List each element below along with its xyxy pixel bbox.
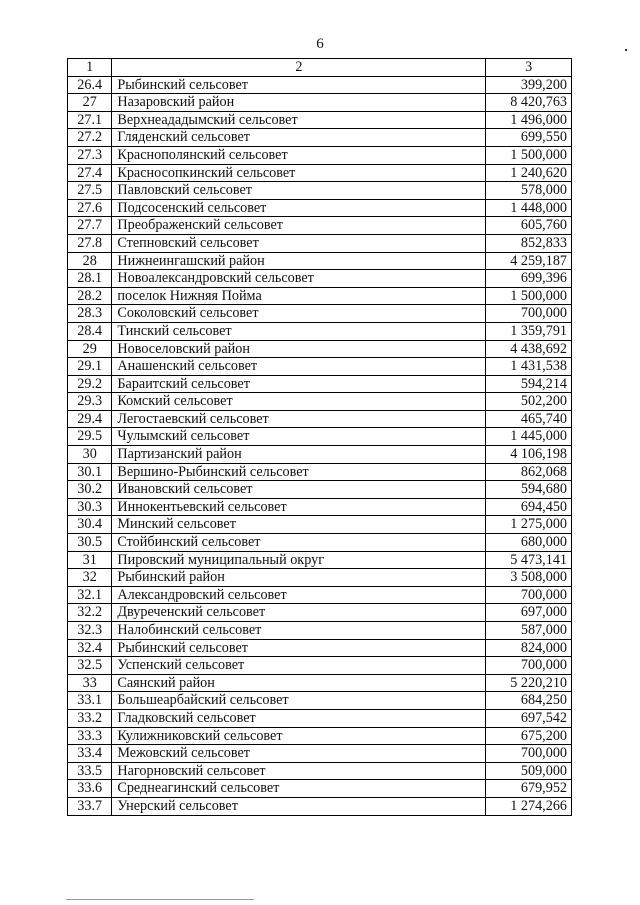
footer-rule [66, 899, 254, 900]
row-amount-cell: 680,000 [486, 534, 572, 552]
table-row [68, 463, 572, 481]
row-amount-cell: 697,542 [486, 709, 572, 727]
row-name-cell: Комский сельсовет [112, 393, 486, 411]
row-number-cell: 33.7 [68, 797, 112, 815]
row-number-cell: 27.4 [68, 164, 112, 182]
row-amount-cell: 594,214 [486, 375, 572, 393]
row-name-cell: Рыбинский сельсовет [112, 76, 486, 94]
page-number: 6 [316, 36, 324, 52]
row-amount-cell: 587,000 [486, 622, 572, 640]
row-name-cell: Нагорновский сельсовет [112, 762, 486, 780]
row-name-cell: Партизанский район [112, 446, 486, 464]
row-name-cell: Ивановский сельсовет [112, 481, 486, 499]
table-row [68, 217, 572, 235]
row-number-cell: 27 [68, 94, 112, 112]
row-amount-cell: 1 359,791 [486, 322, 572, 340]
row-amount-cell: 700,000 [486, 586, 572, 604]
row-name-cell: Среднеагинский сельсовет [112, 780, 486, 798]
table-row [68, 657, 572, 675]
row-name-cell: Новоалександровский сельсовет [112, 270, 486, 288]
row-number-cell: 33.3 [68, 727, 112, 745]
table-row [68, 534, 572, 552]
row-name-cell: Павловский сельсовет [112, 182, 486, 200]
table-row [68, 252, 572, 270]
row-amount-cell: 1 275,000 [486, 516, 572, 534]
row-name-cell: Степновский сельсовет [112, 234, 486, 252]
row-name-cell: Чулымский сельсовет [112, 428, 486, 446]
row-amount-cell: 4 259,187 [486, 252, 572, 270]
table-row [68, 674, 572, 692]
table-row [68, 709, 572, 727]
row-number-cell: 30.4 [68, 516, 112, 534]
row-number-cell: 33.6 [68, 780, 112, 798]
row-amount-cell: 465,740 [486, 410, 572, 428]
row-name-cell: Гладковский сельсовет [112, 709, 486, 727]
row-number-cell: 29.2 [68, 375, 112, 393]
table-header-row [68, 59, 572, 77]
row-number-cell: 30.1 [68, 463, 112, 481]
row-name-cell: Легостаевский сельсовет [112, 410, 486, 428]
row-name-cell: Бараитский сельсовет [112, 375, 486, 393]
table-row [68, 780, 572, 798]
table-row [68, 604, 572, 622]
row-name-cell: Гляденский сельсовет [112, 129, 486, 147]
row-number-cell: 32.3 [68, 622, 112, 640]
row-name-cell: Пировский муниципальный округ [112, 551, 486, 569]
table-row [68, 199, 572, 217]
row-amount-cell: 1 445,000 [486, 428, 572, 446]
row-name-cell: Унерский сельсовет [112, 797, 486, 815]
table-row [68, 358, 572, 376]
row-name-cell: Нижнеингашский район [112, 252, 486, 270]
row-name-cell: Саянский район [112, 674, 486, 692]
table-body [68, 76, 572, 815]
row-name-cell: Кулижниковский сельсовет [112, 727, 486, 745]
row-amount-cell: 594,680 [486, 481, 572, 499]
row-number-cell: 28.1 [68, 270, 112, 288]
row-name-cell: Подсосенский сельсовет [112, 199, 486, 217]
row-number-cell: 33.1 [68, 692, 112, 710]
table-row [68, 446, 572, 464]
table-row [68, 797, 572, 815]
table-row [68, 692, 572, 710]
row-name-cell: Анашенский сельсовет [112, 358, 486, 376]
row-number-cell: 28.4 [68, 322, 112, 340]
row-name-cell: Минский сельсовет [112, 516, 486, 534]
table-row [68, 94, 572, 112]
row-number-cell: 27.6 [68, 199, 112, 217]
row-name-cell: Большеарбайский сельсовет [112, 692, 486, 710]
table-row [68, 146, 572, 164]
row-number-cell: 28 [68, 252, 112, 270]
table-row [68, 129, 572, 147]
row-number-cell: 29.3 [68, 393, 112, 411]
row-number-cell: 33.5 [68, 762, 112, 780]
row-amount-cell: 679,952 [486, 780, 572, 798]
row-number-cell: 28.2 [68, 287, 112, 305]
row-amount-cell: 699,550 [486, 129, 572, 147]
table-row [68, 498, 572, 516]
row-name-cell: Успенский сельсовет [112, 657, 486, 675]
row-amount-cell: 862,068 [486, 463, 572, 481]
row-number-cell: 27.2 [68, 129, 112, 147]
table-row [68, 234, 572, 252]
row-name-cell: Красносопкинский сельсовет [112, 164, 486, 182]
table-row [68, 727, 572, 745]
header-cell-number: 1 [68, 59, 112, 77]
table-row [68, 639, 572, 657]
row-amount-cell: 824,000 [486, 639, 572, 657]
row-amount-cell: 3 508,000 [486, 569, 572, 587]
table-row [68, 569, 572, 587]
header-cell-name: 2 [112, 59, 486, 77]
row-number-cell: 32.4 [68, 639, 112, 657]
row-number-cell: 26.4 [68, 76, 112, 94]
row-amount-cell: 578,000 [486, 182, 572, 200]
row-number-cell: 32.5 [68, 657, 112, 675]
table-row [68, 270, 572, 288]
table-row [68, 745, 572, 763]
table-row [68, 481, 572, 499]
row-number-cell: 32.1 [68, 586, 112, 604]
table-row [68, 76, 572, 94]
row-number-cell: 31 [68, 551, 112, 569]
row-name-cell: Александровский сельсовет [112, 586, 486, 604]
row-number-cell: 29.5 [68, 428, 112, 446]
row-amount-cell: 8 420,763 [486, 94, 572, 112]
row-number-cell: 27.3 [68, 146, 112, 164]
row-name-cell: Соколовский сельсовет [112, 305, 486, 323]
row-number-cell: 27.5 [68, 182, 112, 200]
row-amount-cell: 852,833 [486, 234, 572, 252]
row-amount-cell: 684,250 [486, 692, 572, 710]
row-name-cell: Верхнеададымский сельсовет [112, 111, 486, 129]
table-row [68, 551, 572, 569]
row-amount-cell: 5 220,210 [486, 674, 572, 692]
table-row [68, 516, 572, 534]
row-name-cell: Налобинский сельсовет [112, 622, 486, 640]
table-row [68, 375, 572, 393]
row-amount-cell: 1 496,000 [486, 111, 572, 129]
table-row [68, 586, 572, 604]
table-row [68, 340, 572, 358]
row-number-cell: 32.2 [68, 604, 112, 622]
row-name-cell: Назаровский район [112, 94, 486, 112]
row-amount-cell: 699,396 [486, 270, 572, 288]
row-name-cell: Новоселовский район [112, 340, 486, 358]
row-amount-cell: 700,000 [486, 745, 572, 763]
row-number-cell: 30 [68, 446, 112, 464]
row-amount-cell: 675,200 [486, 727, 572, 745]
row-number-cell: 28.3 [68, 305, 112, 323]
row-name-cell: Краснополянский сельсовет [112, 146, 486, 164]
row-name-cell: поселок Нижняя Пойма [112, 287, 486, 305]
row-name-cell: Двуреченский сельсовет [112, 604, 486, 622]
row-amount-cell: 4 106,198 [486, 446, 572, 464]
table-row [68, 410, 572, 428]
table-row [68, 622, 572, 640]
table-row [68, 287, 572, 305]
table-row [68, 182, 572, 200]
row-name-cell: Рыбинский район [112, 569, 486, 587]
row-number-cell: 30.5 [68, 534, 112, 552]
header-cell-amount: 3 [486, 59, 572, 77]
row-number-cell: 30.3 [68, 498, 112, 516]
row-amount-cell: 700,000 [486, 657, 572, 675]
row-amount-cell: 399,200 [486, 76, 572, 94]
row-number-cell: 33.2 [68, 709, 112, 727]
table-row [68, 111, 572, 129]
row-number-cell: 30.2 [68, 481, 112, 499]
row-name-cell: Межовский сельсовет [112, 745, 486, 763]
row-name-cell: Стойбинский сельсовет [112, 534, 486, 552]
table-row [68, 164, 572, 182]
row-number-cell: 33 [68, 674, 112, 692]
row-number-cell: 27.7 [68, 217, 112, 235]
row-number-cell: 27.8 [68, 234, 112, 252]
row-amount-cell: 694,450 [486, 498, 572, 516]
row-number-cell: 29 [68, 340, 112, 358]
row-amount-cell: 4 438,692 [486, 340, 572, 358]
scan-speck [625, 49, 627, 51]
row-amount-cell: 1 500,000 [486, 146, 572, 164]
row-amount-cell: 1 240,620 [486, 164, 572, 182]
row-number-cell: 29.1 [68, 358, 112, 376]
row-amount-cell: 605,760 [486, 217, 572, 235]
row-amount-cell: 1 448,000 [486, 199, 572, 217]
row-name-cell: Рыбинский сельсовет [112, 639, 486, 657]
allocation-table [67, 58, 572, 816]
row-name-cell: Вершино-Рыбинский сельсовет [112, 463, 486, 481]
table-row [68, 393, 572, 411]
row-amount-cell: 5 473,141 [486, 551, 572, 569]
row-name-cell: Тинский сельсовет [112, 322, 486, 340]
row-amount-cell: 700,000 [486, 305, 572, 323]
row-number-cell: 33.4 [68, 745, 112, 763]
row-name-cell: Преображенский сельсовет [112, 217, 486, 235]
row-amount-cell: 1 500,000 [486, 287, 572, 305]
table-row [68, 322, 572, 340]
row-amount-cell: 509,000 [486, 762, 572, 780]
row-amount-cell: 502,200 [486, 393, 572, 411]
row-number-cell: 32 [68, 569, 112, 587]
row-name-cell: Иннокентьевский сельсовет [112, 498, 486, 516]
table-row [68, 762, 572, 780]
row-amount-cell: 697,000 [486, 604, 572, 622]
row-amount-cell: 1 274,266 [486, 797, 572, 815]
row-number-cell: 29.4 [68, 410, 112, 428]
table-row [68, 305, 572, 323]
row-amount-cell: 1 431,538 [486, 358, 572, 376]
table-row [68, 428, 572, 446]
row-number-cell: 27.1 [68, 111, 112, 129]
